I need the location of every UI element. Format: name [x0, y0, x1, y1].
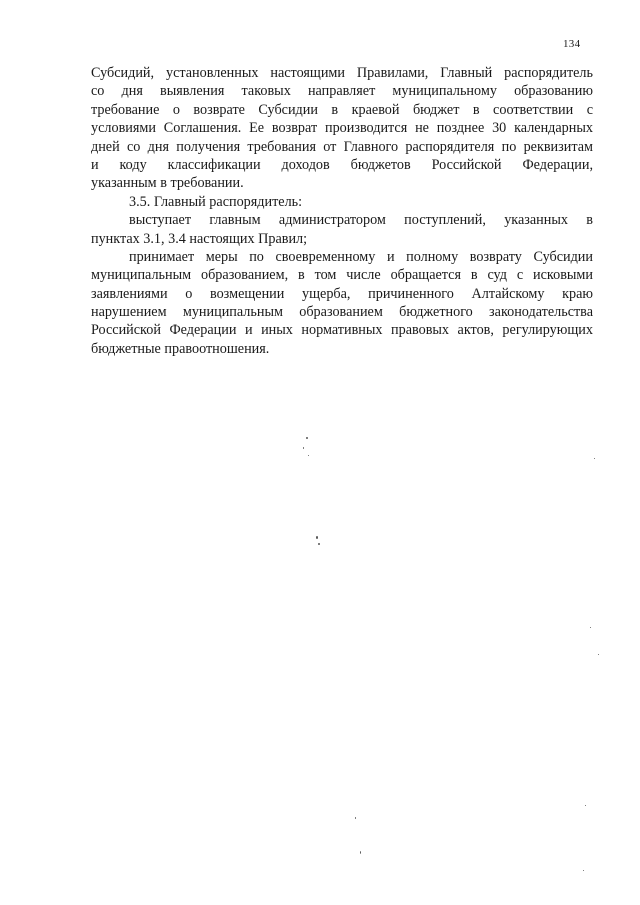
text-line: бюджетные правоотношения.: [91, 340, 270, 357]
scan-speck: [318, 543, 320, 545]
page-number: 134: [563, 38, 581, 50]
scan-speck: [303, 447, 304, 449]
text-line: дней со дня получения требования от Главного распорядителя по реквизитам: [91, 138, 593, 155]
text-line: муниципальным образованием, в том числе обращается в суд с исковыми: [91, 267, 593, 284]
text-line: пунктах 3.1, 3.4 настоящих Правил;: [91, 230, 308, 247]
scan-speck: [360, 851, 361, 854]
text-line: и коду классификации доходов бюджетов Российской Федерации,: [91, 156, 593, 173]
text-line: Российской Федерации и иных нормативных правовых актов, регулирующих: [91, 322, 593, 339]
scan-speck: [590, 627, 591, 628]
text-line: Субсидий, установленных настоящими Правилами, Главный распорядитель: [91, 65, 593, 81]
text-line: нарушением муниципальным образованием бюджетного законодательства: [91, 304, 593, 321]
scan-speck: [583, 870, 584, 871]
text-line: принимает меры по своевременному и полному возврату Субсидии: [129, 248, 593, 265]
text-line: выступает главным администратором поступлений, указанных в: [129, 212, 593, 229]
text-line: со дня выявления таковых направляет муниципальному образованию: [91, 83, 593, 100]
text-line: требование о возврате Субсидии в краевой бюджет в соответствии с: [91, 101, 593, 118]
body-text: [91, 64, 593, 358]
text-line: указанным в требовании.: [91, 175, 244, 192]
text-line: заявлениями о возмещении ущерба, причиненного Алтайскому краю: [91, 285, 593, 302]
text-line: условиями Соглашения. Ее возврат производится не позднее 30 календарных: [91, 120, 593, 137]
scan-speck: [316, 536, 318, 539]
scan-speck: [598, 654, 599, 655]
scan-speck: [594, 458, 595, 459]
scan-speck: [355, 817, 356, 819]
text-line: 3.5. Главный распорядитель:: [129, 193, 303, 210]
scan-speck: [308, 455, 309, 456]
scan-speck: [585, 805, 586, 806]
scan-speck: [306, 437, 308, 439]
